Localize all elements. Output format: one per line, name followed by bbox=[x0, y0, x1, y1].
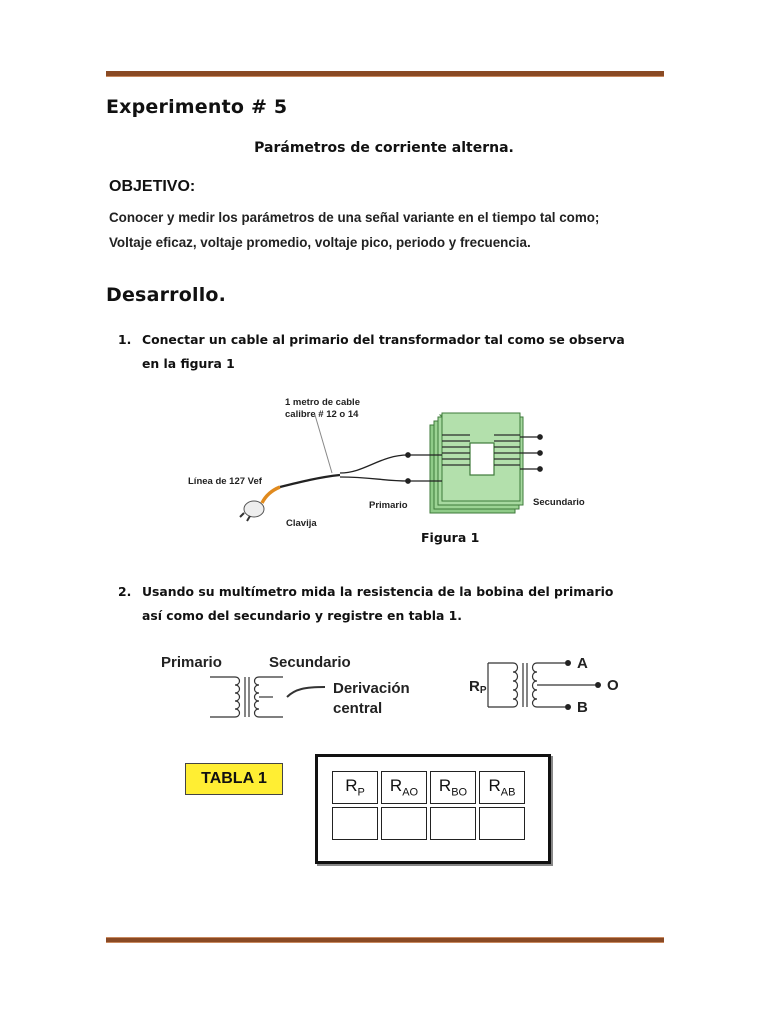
derivation-label-line-1: Derivación bbox=[333, 680, 410, 697]
step-2-number: 2. bbox=[118, 584, 132, 599]
page-subtitle: Parámetros de corriente alterna. bbox=[254, 140, 514, 156]
objective-line-1: Conocer y medir los parámetros de una señal variante en el tiempo tal como; bbox=[109, 210, 600, 225]
header-rab: $R_{AB}$ bbox=[479, 771, 525, 804]
section-title-desarrollo: Desarrollo. bbox=[106, 284, 227, 306]
header-rp: $R_P$ bbox=[332, 771, 378, 804]
power-cable bbox=[262, 415, 340, 503]
symbol-secondary-label: Secundario bbox=[269, 654, 351, 671]
objective-line-2: Voltaje eficaz, voltaje promedio, voltaje pico, periodo y frecuencia. bbox=[109, 235, 531, 250]
step-2-line-1: Usando su multímetro mida la resistencia de la bobina del primario bbox=[142, 584, 614, 599]
table-row bbox=[332, 807, 525, 840]
table-header-row bbox=[332, 771, 525, 804]
step-2 bbox=[118, 580, 658, 628]
cable-label-line-2: calibre # 12 o 14 bbox=[285, 409, 359, 420]
table-1-badge: TABLA 1 bbox=[185, 763, 283, 795]
primary-leads bbox=[340, 453, 442, 483]
header-rao: $R_{AO}$ bbox=[381, 771, 427, 804]
value-cell-rao[interactable] bbox=[381, 807, 427, 840]
page-title: Experimento # 5 bbox=[106, 96, 288, 118]
step-1-number: 1. bbox=[118, 332, 132, 347]
transformer-symbols-diagram bbox=[155, 645, 625, 735]
step-2-line-2: así como del secundario y registre en tabla 1. bbox=[142, 608, 462, 623]
terminal-b-label: B bbox=[577, 699, 588, 716]
cable-label-line-1: 1 metro de cable bbox=[285, 397, 360, 408]
header-rbo: $R_{BO}$ bbox=[430, 771, 476, 804]
plug-icon bbox=[240, 501, 264, 521]
value-cell-rab[interactable] bbox=[479, 807, 525, 840]
table-1-frame bbox=[315, 754, 551, 864]
measurement-table bbox=[329, 768, 528, 843]
derivation-label-line-2: central bbox=[333, 700, 383, 717]
rp-label: RP bbox=[469, 678, 487, 696]
primary-label: Primario bbox=[369, 500, 408, 511]
transformer-core bbox=[430, 413, 523, 513]
value-cell-rp[interactable] bbox=[332, 807, 378, 840]
step-1-line-2: en la figura 1 bbox=[142, 356, 235, 371]
line-voltage-label: Línea de 127 Vef bbox=[188, 476, 262, 487]
figure-1-caption: Figura 1 bbox=[421, 530, 480, 545]
step-1 bbox=[118, 328, 658, 376]
secondary-label: Secundario bbox=[533, 497, 585, 508]
step-1-line-1: Conectar un cable al primario del transformador tal como se observa bbox=[142, 332, 625, 347]
terminal-a-label: A bbox=[577, 655, 588, 672]
top-divider bbox=[106, 71, 664, 77]
bottom-divider bbox=[106, 937, 664, 943]
symbol-primary-label: Primario bbox=[161, 654, 222, 671]
terminal-o-label: O bbox=[607, 677, 619, 694]
transformer-symbol-left bbox=[210, 677, 325, 717]
figure-1-transformer-illustration bbox=[180, 385, 600, 530]
value-cell-rbo[interactable] bbox=[430, 807, 476, 840]
objective-label: OBJETIVO: bbox=[109, 178, 196, 195]
plug-label: Clavija bbox=[286, 518, 317, 529]
